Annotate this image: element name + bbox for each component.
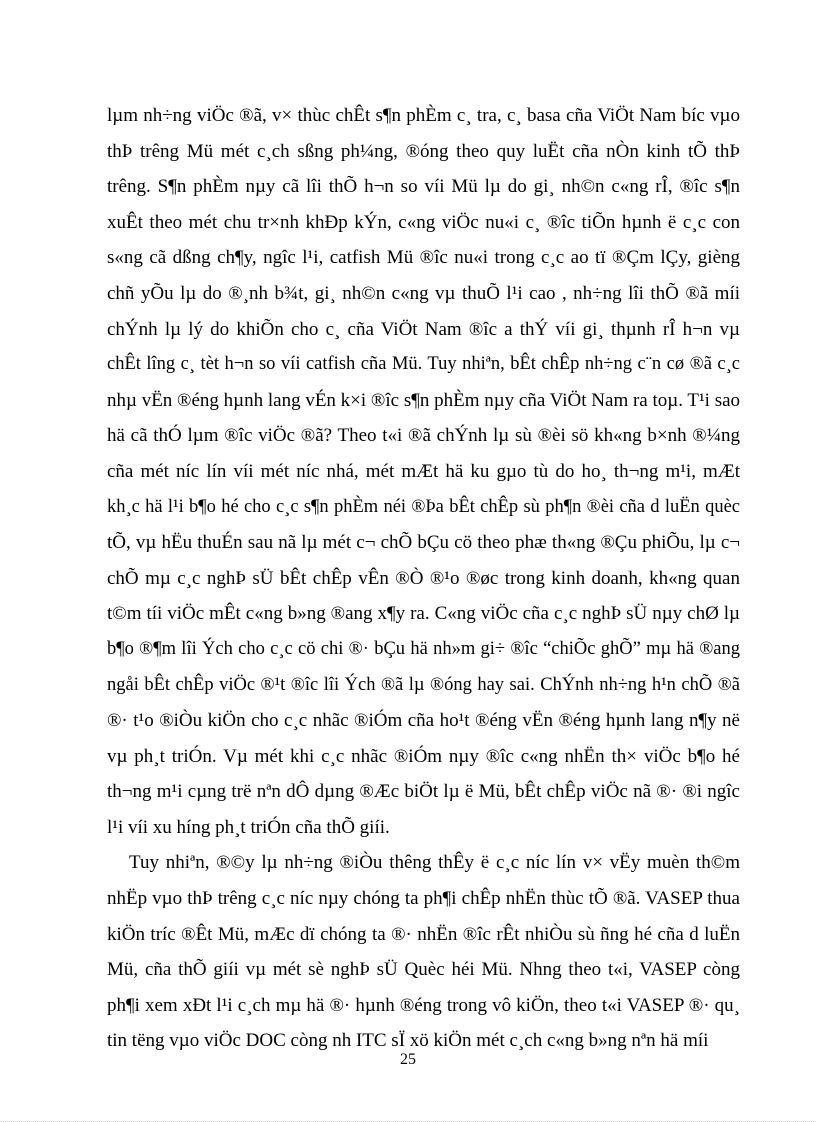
page-bottom-divider	[0, 1121, 816, 1122]
paragraph	[107, 845, 740, 1059]
text-line: chñ yÕu lµ do ®¸nh b¾t, gi¸ nh©n c«ng vµ thuÕ l¹i cao , nh÷ng lîi thÕ ®ã míi	[107, 282, 740, 304]
text-line: tin tëng vµo viÖc DOC còng nh ITC sÏ xö kiÖn mét c¸ch c«ng b»ng nªn hä míi	[107, 1030, 709, 1052]
text-line: kh¸c hä l¹i b¶o hé cho c¸c s¶n phÈm néi ®Þa bÊt chÊp sù ph¶n ®èi cña d luËn quèc	[107, 496, 740, 517]
text-line: kiÖn tríc ®Êt Mü, mÆc dï chóng ta ®· nhËn ®îc rÊt nhiÒu sù ñng hé cña d luËn	[107, 923, 740, 945]
text-line: ph¶i xem xÐt l¹i c¸ch mµ hä ®· hµnh ®éng trong vô kiÖn, theo t«i VASEP ®· qu¸	[107, 994, 740, 1016]
text-line: chÝnh lµ lý do khiÕn cho c¸ cña ViÖt Nam ®îc a thÝ víi gi¸ thµnh rÎ h¬n vµ	[107, 318, 740, 340]
text-line: ngåi bÊt chÊp viÖc ®¹t ®îc lîi Ých ®ã lµ ®óng hay sai. ChÝnh nh÷ng h¹n chÕ ®ã	[107, 674, 740, 695]
text-line: th¬ng m¹i cµng trë nªn dÔ dµng ®Æc biÖt lµ ë Mü, bÊt chÊp viÖc nã ®· ®i ngîc	[107, 781, 740, 803]
text-line: nhËp vµo thÞ trêng c¸c níc nµy chóng ta ph¶i chÊp nhËn thùc tÕ ®ã. VASEP thua	[107, 888, 740, 910]
text-line: s«ng cã dßng ch¶y, ngîc l¹i, catfish Mü ®îc nu«i trong c¸c ao tï ®Çm lÇy, gièng	[107, 247, 740, 269]
text-line: cña mét níc lín víi mét níc nhá, mét mÆt hä ku gµo tù do ho¸ th¬ng m¹i, mÆt	[107, 460, 740, 482]
text-line: vµ ph¸t triÓn. Vµ mét khi c¸c nhãc ®iÓm nµy ®îc c«ng nhËn th× viÖc b¶o hé	[107, 745, 740, 767]
text-line: tÕ, vµ hËu thuÉn sau nã lµ mét c¬ chÕ bÇu cö theo phæ th«ng ®Çu phiÕu, lµ c¬	[107, 532, 740, 554]
text-line: t©m tíi viÖc mÊt c«ng b»ng ®ang x¶y ra. C«ng viÖc cña c¸c nghÞ sÜ nµy chØ lµ	[107, 603, 740, 625]
text-line: xuÊt theo mét chu tr×nh khÐp kÝn, c«ng viÖc nu«i c¸ ®îc tiÕn hµnh ë c¸c con	[107, 211, 740, 233]
text-line: hä cã thÓ lµm ®îc viÖc ®ã? Theo t«i ®ã chÝnh lµ sù ®èi sö kh«ng b×nh ®¼ng	[107, 425, 740, 447]
text-line: ®· t¹o ®iÒu kiÖn cho c¸c nhãc ®iÓm cña ho¹t ®éng vËn ®éng hµnh lang n¶y në	[107, 710, 740, 732]
text-line: l¹i víi xu híng ph¸t triÓn cña thÕ giíi.	[107, 816, 390, 838]
text-line: thÞ trêng Mü mét c¸ch sßng ph¼ng, ®óng theo quy luËt cña nÒn kinh tÕ thÞ	[107, 140, 740, 162]
text-line: b¶o ®¶m lîi Ých cho c¸c cö chi ®· bÇu hä nh»m gi÷ ®îc “chiÕc ghÕ” mµ hä ®ang	[107, 638, 740, 659]
text-line: chÊt lîng c¸ tèt h¬n so víi catfish cña Mü. Tuy nhiªn, bÊt chÊp nh÷ng c¨n cø ®ã c¸c	[107, 354, 740, 375]
text-line: Tuy nhiªn, ®©y lµ nh÷ng ®iÒu thêng thÊy ë c¸c níc lín v× vËy muèn th©m	[129, 852, 740, 874]
text-line: Mü, cña thÕ giíi vµ mét sè nghÞ sÜ Quèc héi Mü. Nhng theo t«i, VASEP còng	[107, 959, 740, 981]
text-line: trêng. S¶n phÈm nµy cã lîi thÕ h¬n so víi Mü lµ do gi¸ nh©n c«ng rÎ, ®îc s¶n	[107, 176, 740, 198]
text-line: nhµ vËn ®éng hµnh lang vÉn k×i ®îc s¶n phÈm nµy cña ViÖt Nam ra toµ. T¹i sao	[107, 389, 741, 411]
page-number: 25	[400, 1051, 416, 1068]
body-text	[107, 98, 740, 1059]
text-line: chÕ mµ c¸c nghÞ sÜ bÊt chÊp vÊn ®Ò ®¹o ®øc trong kinh doanh, kh«ng quan	[107, 567, 740, 589]
text-line: lµm nh÷ng viÖc ®ã, v× thùc chÊt s¶n phÈm c¸ tra, c¸ basa cña ViÖt Nam bíc vµo	[107, 105, 740, 126]
paragraph	[107, 98, 740, 845]
